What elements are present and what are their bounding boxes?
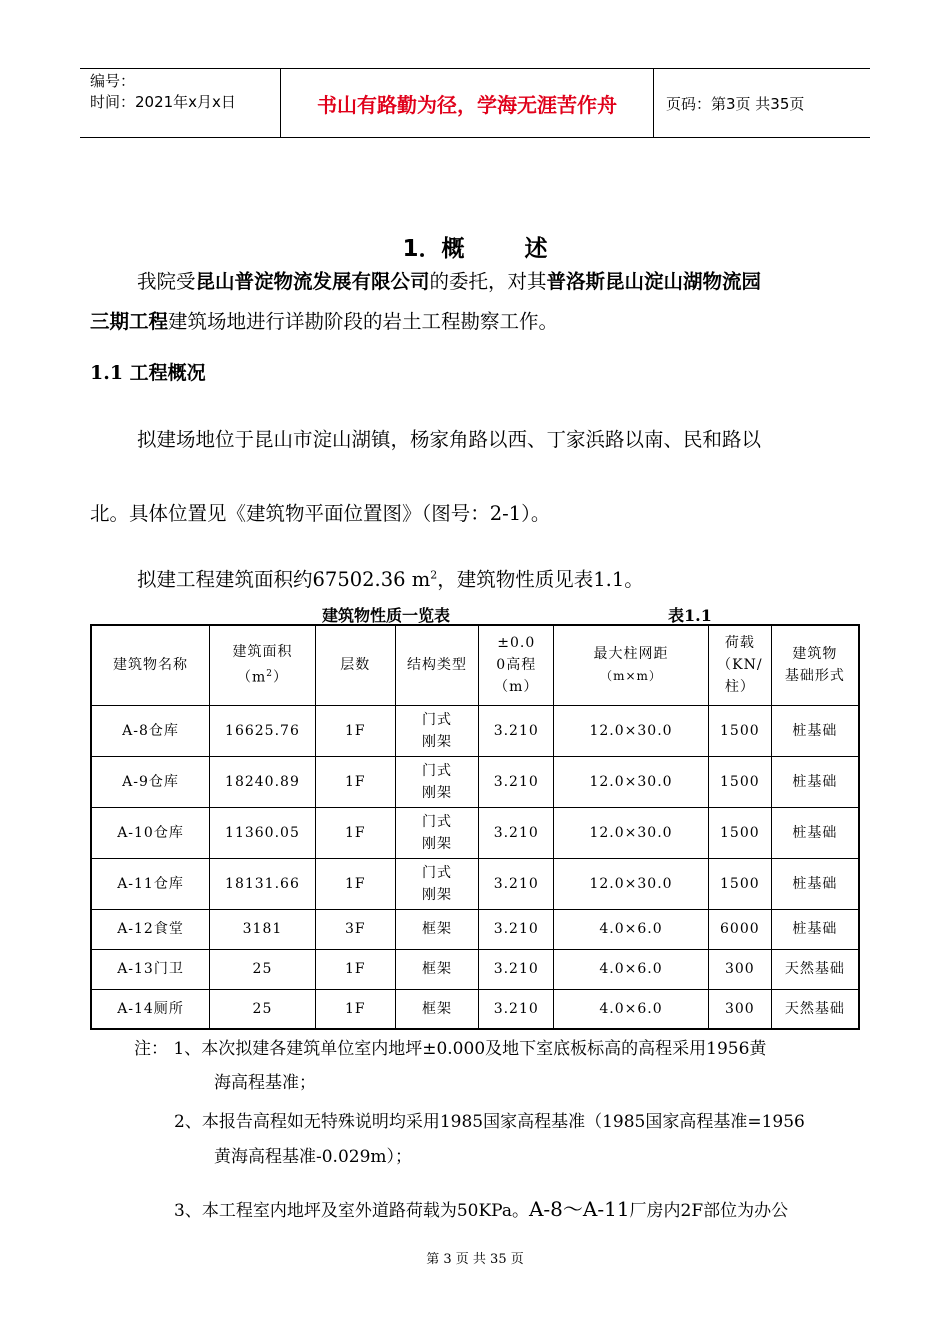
- table-row: [91, 949, 859, 989]
- header-elevation: ±0.0 0高程 （m）: [479, 625, 554, 705]
- intro-text: 的委托，对其: [429, 270, 547, 293]
- page-footer: 第 3 页 共 35 页: [426, 1252, 524, 1267]
- cell-structure: 框架: [395, 989, 479, 1029]
- cell-name: A-10仓库: [91, 807, 210, 858]
- cell-foundation: 天然基础: [771, 989, 859, 1029]
- intro-line-2: [90, 306, 558, 334]
- cell-load: 1500: [708, 756, 771, 807]
- cell-elevation: 3.210: [479, 756, 554, 807]
- body-para1-line1: 拟建场地位于昆山市淀山湖镇，杨家角路以西、丁家浜路以南、民和路以: [137, 428, 762, 451]
- body-para2: [137, 564, 644, 592]
- cell-area: 11360.05: [210, 807, 316, 858]
- cell-floors: 1F: [315, 756, 395, 807]
- cell-floors: 1F: [315, 858, 395, 909]
- cell-area: 25: [210, 989, 316, 1029]
- cell-load: 300: [708, 989, 771, 1029]
- project-phase: 三期工程: [90, 310, 169, 333]
- header-time-label: 时间：2021年x月x日: [90, 93, 236, 111]
- cell-grid: 12.0×30.0: [554, 705, 709, 756]
- cell-structure: 门式 刚架: [395, 858, 479, 909]
- header-load: 荷载 （KN/ 柱）: [708, 625, 771, 705]
- note-2-line2: 黄海高程基准-0.029m）；: [214, 1147, 413, 1167]
- cell-grid: 12.0×30.0: [554, 756, 709, 807]
- table-row: [91, 989, 859, 1029]
- table-row: [91, 858, 859, 909]
- cell-structure: 门式 刚架: [395, 705, 479, 756]
- cell-elevation: 3.210: [479, 807, 554, 858]
- cell-floors: 1F: [315, 949, 395, 989]
- cell-elevation: 3.210: [479, 989, 554, 1029]
- header-page-info: 页码：第3页 共35页: [666, 94, 805, 113]
- cell-area: 18131.66: [210, 858, 316, 909]
- cell-foundation: 桩基础: [771, 705, 859, 756]
- cell-grid: 4.0×6.0: [554, 949, 709, 989]
- cell-structure: 框架: [395, 909, 479, 949]
- cell-foundation: 桩基础: [771, 909, 859, 949]
- header-building-name: 建筑物名称: [91, 625, 210, 705]
- cell-floors: 1F: [315, 807, 395, 858]
- cell-elevation: 3.210: [479, 909, 554, 949]
- cell-load: 1500: [708, 858, 771, 909]
- section-heading: 1.1 工程概况: [90, 362, 206, 384]
- table-row: [91, 705, 859, 756]
- header-area: 建筑面积 $(m^2)$: [210, 625, 316, 705]
- note-text: 厂房内2F部位为办公: [629, 1201, 789, 1221]
- cell-grid: 12.0×30.0: [554, 807, 709, 858]
- body-text: ，建筑物性质见表1.1。: [437, 568, 644, 591]
- cell-grid: 4.0×6.0: [554, 909, 709, 949]
- intro-text: 建筑场地进行详勘阶段的岩土工程勘察工作。: [168, 310, 559, 333]
- project-name: 普洛斯昆山淀山湖物流园: [546, 270, 762, 293]
- cell-area: 25: [210, 949, 316, 989]
- header-number-label: 编号：: [90, 72, 136, 90]
- table-caption: 建筑物性质一览表: [322, 606, 451, 625]
- cell-grid: 12.0×30.0: [554, 858, 709, 909]
- note-2-line1: 2、本报告高程如无特殊说明均采用1985国家高程基准（1985国家高程基准=1956: [174, 1112, 805, 1132]
- cell-area: 18240.89: [210, 756, 316, 807]
- cell-load: 1500: [708, 807, 771, 858]
- header-meta: [80, 69, 281, 137]
- cell-elevation: 3.210: [479, 949, 554, 989]
- cell-foundation: 桩基础: [771, 756, 859, 807]
- chapter-title: [0, 230, 950, 263]
- header-column-grid: 最大柱网距 （m×m）: [554, 625, 709, 705]
- note-1-line1: 注： 1、本次拟建各建筑单位室内地坪±0.000及地下室底板标高的高程采用1956黄: [134, 1039, 767, 1059]
- cell-area: 16625.76: [210, 705, 316, 756]
- cell-foundation: 天然基础: [771, 949, 859, 989]
- client-company: 昆山普淀物流发展有限公司: [195, 270, 430, 293]
- cell-load: 1500: [708, 705, 771, 756]
- cell-elevation: 3.210: [479, 858, 554, 909]
- table-header-row: [91, 625, 859, 705]
- note-3: [174, 1193, 788, 1222]
- table-row: [91, 909, 859, 949]
- cell-grid: 4.0×6.0: [554, 989, 709, 1029]
- chapter-title-number: 1．概: [402, 236, 465, 262]
- cell-name: A-8仓库: [91, 705, 210, 756]
- cell-name: A-13门卫: [91, 949, 210, 989]
- page-header: [80, 68, 870, 138]
- cell-load: 6000: [708, 909, 771, 949]
- superscript: 2: [430, 568, 438, 582]
- chapter-title-rest: 述: [524, 236, 548, 262]
- table-row: [91, 756, 859, 807]
- cell-name: A-12食堂: [91, 909, 210, 949]
- cell-elevation: 3.210: [479, 705, 554, 756]
- cell-name: A-11仓库: [91, 858, 210, 909]
- intro-text: 我院受: [137, 270, 196, 293]
- cell-structure: 门式 刚架: [395, 807, 479, 858]
- cell-floors: 3F: [315, 909, 395, 949]
- header-motto: 书山有路勤为径，学海无涯苦作舟: [281, 69, 654, 137]
- cell-foundation: 桩基础: [771, 807, 859, 858]
- header-structure: 结构类型: [395, 625, 479, 705]
- table-row: [91, 807, 859, 858]
- table-number: 表1.1: [668, 606, 712, 625]
- note-text: 3、本工程室内地坪及室外道路荷载为50KPa。: [174, 1201, 529, 1221]
- header-foundation: 建筑物 基础形式: [771, 625, 859, 705]
- cell-floors: 1F: [315, 705, 395, 756]
- body-text: 拟建工程建筑面积约67502.36 m: [137, 568, 431, 591]
- note-1-line2: 海高程基准；: [214, 1073, 316, 1093]
- cell-floors: 1F: [315, 989, 395, 1029]
- body-para1-line2: 北。具体位置见《建筑物平面位置图》（图号：2-1）。: [90, 502, 551, 525]
- note-building-range: A-8～A-11: [528, 1197, 630, 1221]
- cell-structure: 门式 刚架: [395, 756, 479, 807]
- cell-structure: 框架: [395, 949, 479, 989]
- cell-load: 300: [708, 949, 771, 989]
- header-floors: 层数: [315, 625, 395, 705]
- cell-area: 3181: [210, 909, 316, 949]
- cell-foundation: 桩基础: [771, 858, 859, 909]
- intro-line-1: [137, 266, 761, 294]
- cell-name: A-9仓库: [91, 756, 210, 807]
- cell-name: A-14厕所: [91, 989, 210, 1029]
- building-properties-table: [90, 624, 860, 1030]
